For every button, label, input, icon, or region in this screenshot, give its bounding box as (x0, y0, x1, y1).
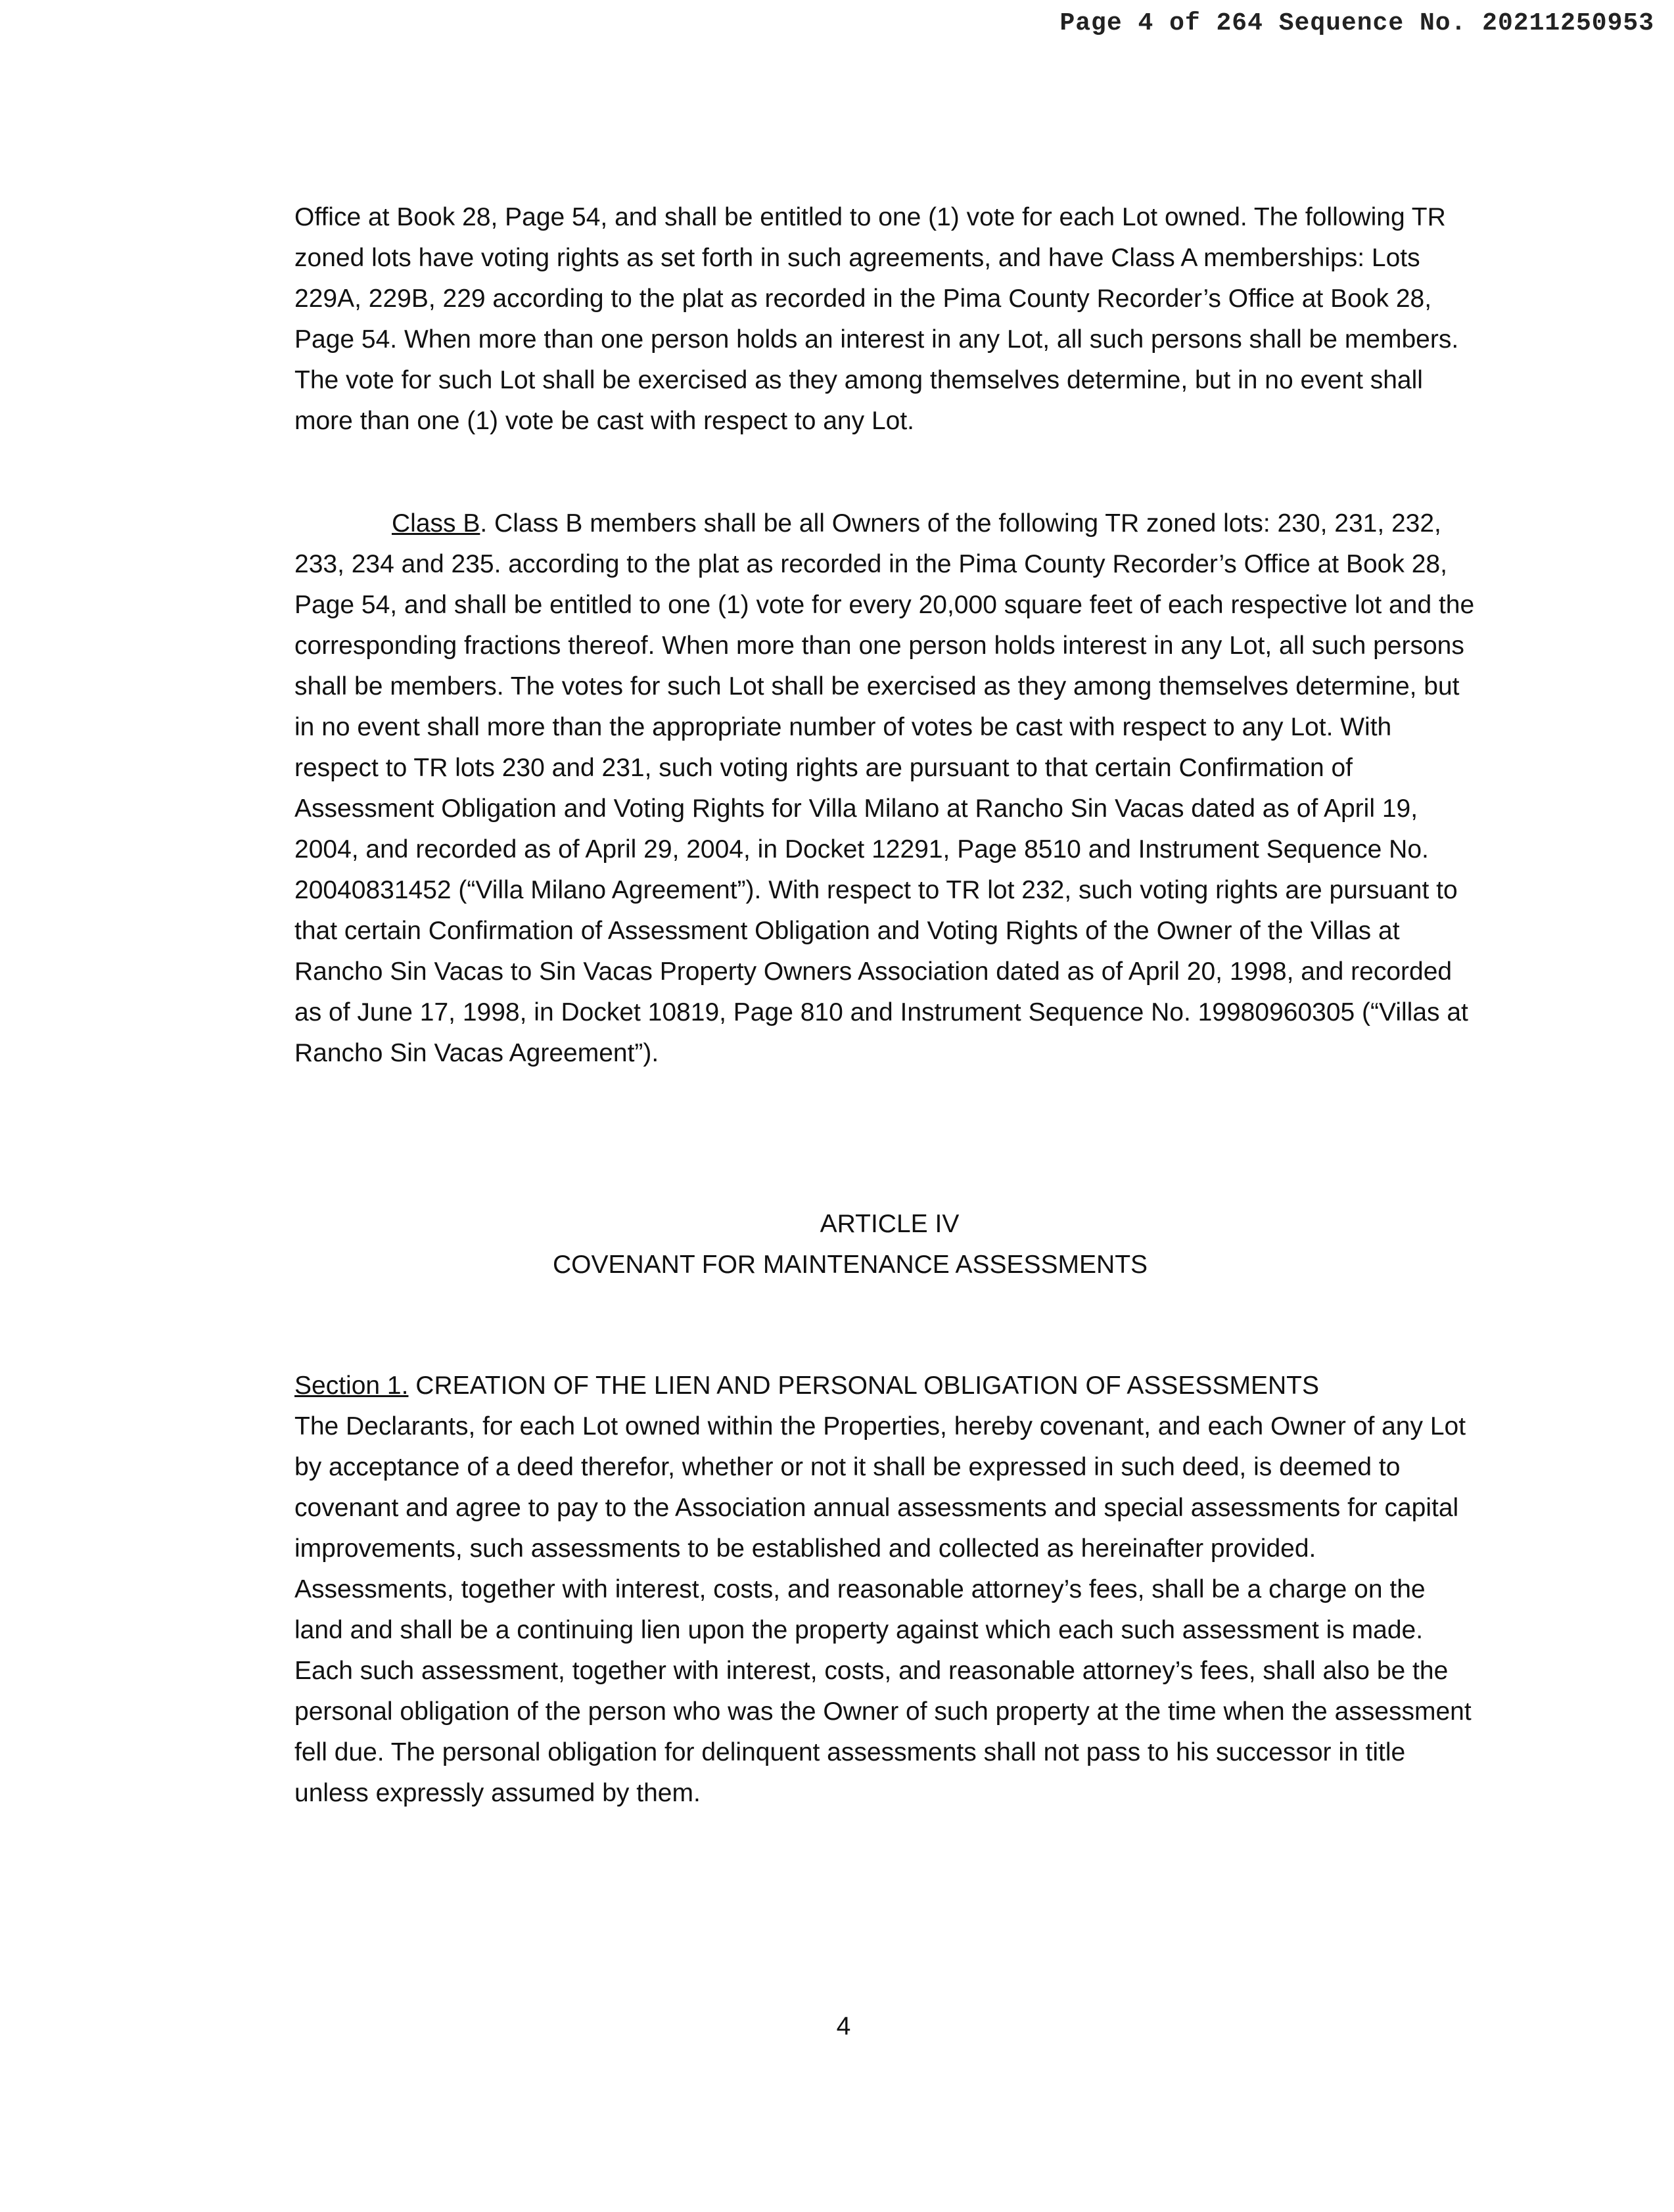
class-b-text: . Class B members shall be all Owners of the following TR zoned lots: 230, 231, 232, 233, 234 and 235. according to the plat as recorded in the Pima County Recorder’s Office at Book 28, Page 54, and shall be entitled to one (1) vote for every 20,000 square feet of each respective lot and the corresponding fractions thereof. When more than one person holds interest in any Lot, all such persons shall be members. The votes for such Lot shall be exercised as they among themselves determine, but in no event shall more than the appropriate number of votes be cast with respect to any Lot. With respect to TR lots 230 and 231, such voting rights are pursuant to that certain Confirmation of Assessment Obligation and Voting Rights for Villa Milano at Rancho Sin Vacas dated as of April 19, 2004, and recorded as of April 29, 2004, in Docket 12291, Page 8510 and Instrument Sequence No. 20040831452 (“Villa Milano Agreement”). With respect to TR lot 232, such voting rights are pursuant to that certain Confirmation of Assessment Obligation and Voting Rights of the Owner of the Villas at Rancho Sin Vacas to Sin Vacas Property Owners Association dated as of April 20, 1998, and recorded as of June 17, 1998, in Docket 10819, Page 810 and Instrument Sequence No. 19980960305 (“Villas at Rancho Sin Vacas Agreement”). (294, 509, 1475, 1067)
page-number: 4 (836, 2012, 851, 2040)
class-a-continuation-paragraph: Office at Book 28, Page 54, and shall be entitled to one (1) vote for each Lot owned. The following TR zoned lots have voting rights as set forth in such agreements, and have Class A memberships: Lots 229A, 229B, 229 according to the plat as recorded in the Pima County Recorder’s Office at Book 28, Page 54. When more than one person holds an interest in any Lot, all such persons shall be members. The vote for such Lot shall be exercised as they among themselves determine, but in no event shall more than one (1) vote be cast with respect to any Lot. (294, 203, 1459, 435)
section-1-label: Section 1. (294, 1371, 409, 1400)
recording-header: Page 4 of 264 Sequence No. 20211250953 (1059, 9, 1654, 37)
section-1-block (294, 1366, 1477, 1814)
section-1-heading-line (294, 1366, 1477, 1406)
section-1-text: The Declarants, for each Lot owned within the Properties, hereby covenant, and each Owner of any Lot by acceptance of a deed therefor, whether or not it shall be expressed in such deed, is deemed to covenant and agree to pay to the Association annual assessments and special assessments for capital improvements, such assessments to be established and collected as hereinafter provided. Assessments, together with interest, costs, and reasonable attorney’s fees, shall be a charge on the land and shall be a continuing lien upon the property against which each such assessment is made. Each such assessment, together with interest, costs, and reasonable attorney’s fees, shall also be the personal obligation of the person who was the Owner of such property at the time when the assessment fell due. The personal obligation for delinquent assessments shall not pass to his successor in title unless expressly assumed by them. (294, 1412, 1472, 1807)
class-b-label: Class B (392, 509, 480, 538)
class-b-paragraph (294, 503, 1477, 1074)
section-1-heading: CREATION OF THE LIEN AND PERSONAL OBLIGATION OF ASSESSMENTS (408, 1371, 1319, 1400)
article-number: ARTICLE IV (820, 1210, 960, 1238)
article-title: COVENANT FOR MAINTENANCE ASSESSMENTS (552, 1251, 1148, 1279)
